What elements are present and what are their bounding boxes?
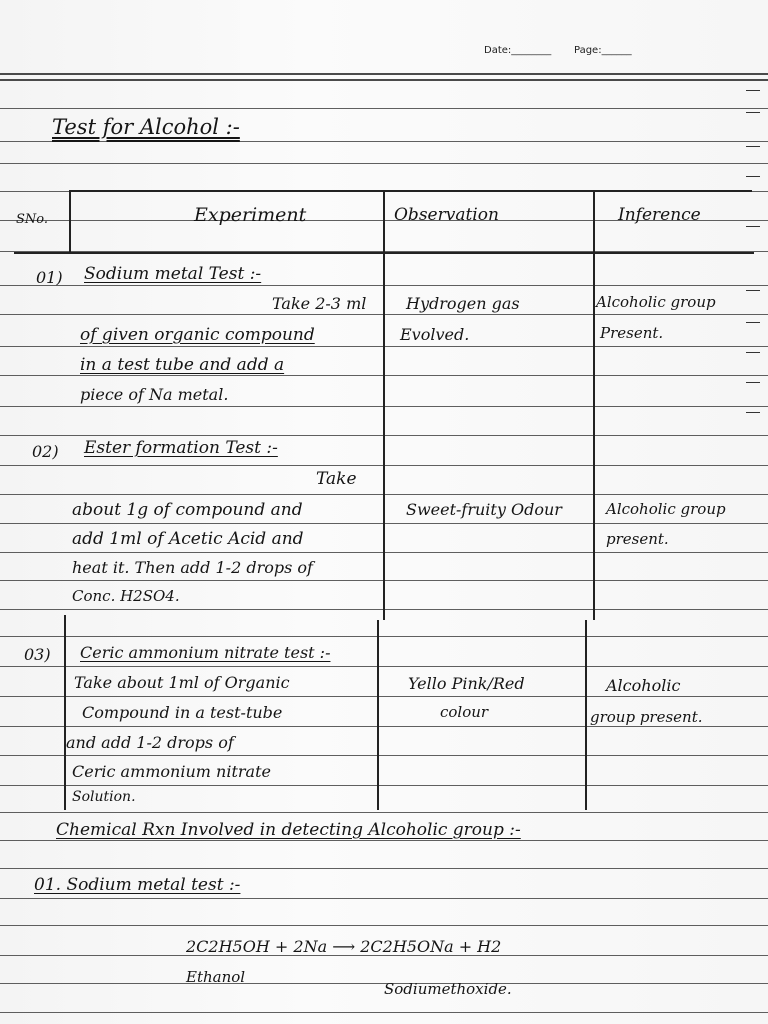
- experiment-line: Take about 1ml of Organic: [74, 673, 290, 692]
- page-rule: [0, 163, 768, 164]
- row-number: 03): [24, 645, 51, 664]
- inference-line: Present.: [600, 324, 664, 342]
- table-column-divider: [64, 615, 66, 810]
- reaction-subheading: 01. Sodium metal test :-: [34, 875, 241, 895]
- page-rule: [0, 925, 768, 926]
- page-rule: [0, 73, 768, 75]
- margin-tick: [746, 290, 760, 291]
- page-rule: [0, 636, 768, 637]
- table-column-divider: [383, 190, 385, 620]
- page-rule: [0, 79, 768, 81]
- table-column-divider: [585, 620, 587, 810]
- test-name: Ceric ammonium nitrate test :-: [80, 643, 331, 662]
- page-rule: [0, 1012, 768, 1013]
- inference-line: Alcoholic: [606, 676, 681, 695]
- page-title: Test for Alcohol :-: [52, 115, 240, 139]
- page-rule: [0, 696, 768, 697]
- observation-line: colour: [440, 703, 489, 721]
- margin-tick: [746, 226, 760, 227]
- experiment-line: Solution.: [72, 789, 136, 805]
- margin-tick: [746, 146, 760, 147]
- experiment-line: and add 1-2 drops of: [66, 733, 234, 752]
- page-rule: [0, 898, 768, 899]
- margin-tick: [746, 112, 760, 113]
- observation-line: Sweet-fruity Odour: [406, 500, 562, 519]
- inference-line: Alcoholic group: [596, 293, 716, 311]
- column-header-inference: Inference: [618, 205, 701, 225]
- margin-tick: [746, 412, 760, 413]
- experiment-line: Take: [316, 469, 357, 489]
- test-name: Sodium metal Test :-: [84, 264, 262, 284]
- page-number-label: Page:______: [574, 45, 632, 56]
- margin-tick: [746, 90, 760, 91]
- margin-tick: [746, 382, 760, 383]
- experiment-line: Ceric ammonium nitrate: [72, 762, 271, 781]
- page-rule: [0, 141, 768, 142]
- experiment-line: Conc. H2SO4.: [72, 587, 180, 605]
- table-top-border: [70, 190, 752, 192]
- column-header-sno: SNo.: [16, 212, 49, 227]
- page-rule: [0, 868, 768, 869]
- test-name: Ester formation Test :-: [84, 438, 278, 458]
- table-column-divider: [377, 620, 379, 810]
- row-number: 01): [36, 268, 63, 287]
- reactant-label: Ethanol: [186, 968, 246, 986]
- page-rule: [0, 785, 768, 786]
- margin-tick: [746, 352, 760, 353]
- page-rule: [0, 666, 768, 667]
- page-rule: [0, 726, 768, 727]
- table-column-divider: [593, 190, 595, 620]
- observation-line: Yello Pink/Red: [408, 674, 525, 693]
- observation-line: Evolved.: [400, 325, 470, 344]
- experiment-line: in a test tube and add a: [80, 355, 285, 375]
- inference-line: group present.: [590, 708, 703, 726]
- page-rule: [0, 108, 768, 109]
- page-rule: [0, 755, 768, 756]
- inference-line: present.: [606, 530, 669, 548]
- experiment-line: Take 2-3 ml: [272, 294, 367, 313]
- column-header-experiment: Experiment: [194, 204, 307, 226]
- page-rule: [0, 812, 768, 813]
- experiment-line: about 1g of compound and: [72, 500, 303, 520]
- page-rule: [0, 840, 768, 841]
- experiment-line: piece of Na metal.: [80, 385, 229, 404]
- reaction-heading: Chemical Rxn Involved in detecting Alcoholic group :-: [56, 820, 521, 840]
- margin-tick: [746, 322, 760, 323]
- row-number: 02): [32, 442, 59, 461]
- experiment-line: Compound in a test-tube: [82, 703, 283, 722]
- observation-line: Hydrogen gas: [406, 294, 520, 313]
- experiment-line: of given organic compound: [80, 325, 315, 345]
- inference-line: Alcoholic group: [606, 500, 726, 518]
- chemical-equation: 2C2H5OH + 2Na ⟶ 2C2H5ONa + H2: [186, 937, 502, 956]
- margin-tick: [746, 176, 760, 177]
- column-header-observation: Observation: [394, 205, 499, 225]
- date-label: Date:________: [484, 45, 552, 56]
- table-column-divider: [69, 190, 71, 252]
- experiment-line: heat it. Then add 1-2 drops of: [72, 558, 313, 577]
- experiment-line: add 1ml of Acetic Acid and: [72, 529, 304, 549]
- product-label: Sodiumethoxide.: [384, 980, 512, 998]
